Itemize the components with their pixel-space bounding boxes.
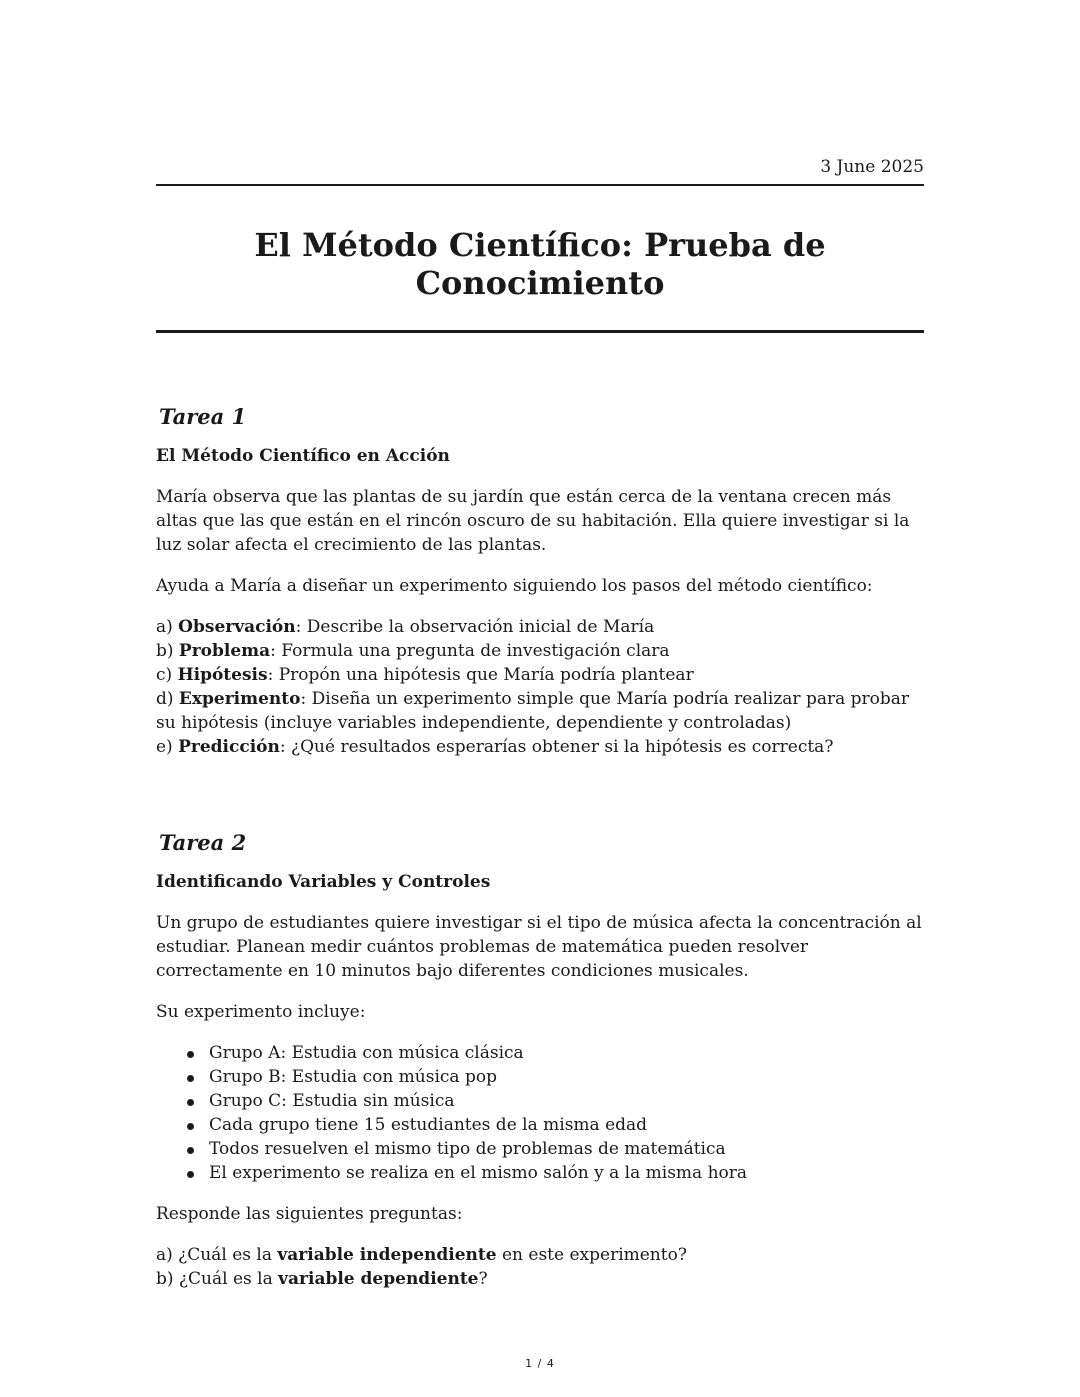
task-2-bullet-list bbox=[156, 1041, 924, 1185]
step-item: d) Experimento: Diseña un experimento simple que María podría realizar para probar su hipótesis (incluye variables independiente, dependiente y controladas) bbox=[156, 689, 910, 733]
document-title: El Método Científico: Prueba de Conocimiento bbox=[254, 226, 826, 302]
document-date: 3 June 2025 bbox=[820, 157, 924, 177]
list-item: Todos resuelven el mismo tipo de problemas de matemática bbox=[184, 1137, 924, 1161]
task-1-prompt: Ayuda a María a diseñar un experimento siguiendo los pasos del método científico: bbox=[156, 576, 873, 596]
question-item: a) ¿Cuál es la variable independiente en este experimento? bbox=[156, 1245, 687, 1265]
task-2-setup-label: Su experimento incluye: bbox=[156, 1002, 366, 1022]
page-number: 1 / 4 bbox=[525, 1357, 555, 1370]
list-item: Grupo A: Estudia con música clásica bbox=[184, 1041, 924, 1065]
task-1-label: Tarea 1 bbox=[159, 404, 247, 429]
step-item: a) Observación: Describe la observación inicial de María bbox=[156, 617, 655, 637]
header-rule-bottom bbox=[156, 330, 924, 333]
task-2-section bbox=[156, 829, 924, 1291]
list-item: El experimento se realiza en el mismo salón y a la misma hora bbox=[184, 1161, 924, 1185]
question-item: b) ¿Cuál es la variable dependiente? bbox=[156, 1269, 488, 1289]
task-2-intro: Un grupo de estudiantes quiere investigar si el tipo de música afecta la concentración al estudiar. Planean medir cuántos problemas de matemática pueden resolver correctamente en 10 minutos bajo diferentes condiciones musicales. bbox=[156, 913, 922, 981]
step-item: e) Predicción: ¿Qué resultados esperarías obtener si la hipótesis es correcta? bbox=[156, 737, 834, 757]
task-1-subtitle: El Método Científico en Acción bbox=[156, 446, 450, 466]
list-item: Cada grupo tiene 15 estudiantes de la misma edad bbox=[184, 1113, 924, 1137]
list-item: Grupo C: Estudia sin música bbox=[184, 1089, 924, 1113]
task-2-questions-label: Responde las siguientes preguntas: bbox=[156, 1204, 463, 1224]
task-2-label: Tarea 2 bbox=[159, 830, 247, 855]
task-2-subtitle: Identificando Variables y Controles bbox=[156, 872, 491, 892]
step-item: b) Problema: Formula una pregunta de investigación clara bbox=[156, 641, 670, 661]
task-1-steps bbox=[156, 615, 924, 759]
document-page bbox=[156, 0, 924, 1397]
task-2-questions bbox=[156, 1243, 924, 1291]
task-1-intro: María observa que las plantas de su jardín que están cerca de la ventana crecen más altas que las que están en el rincón oscuro de su habitación. Ella quiere investigar si la luz solar afecta el crecimiento de las plantas. bbox=[156, 487, 910, 555]
task-1-section bbox=[156, 403, 924, 759]
header-rule-top bbox=[156, 184, 924, 186]
step-item: c) Hipótesis: Propón una hipótesis que María podría plantear bbox=[156, 665, 694, 685]
list-item: Grupo B: Estudia con música pop bbox=[184, 1065, 924, 1089]
